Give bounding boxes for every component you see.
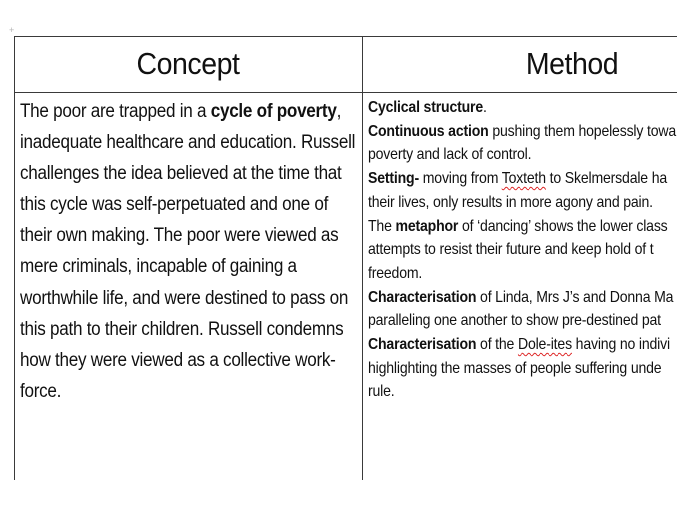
method-line [368, 309, 677, 333]
concept-line [20, 314, 344, 345]
method-line [368, 215, 677, 239]
bold-term: Characterisation [368, 288, 477, 306]
method-cell [368, 96, 677, 404]
method-line [368, 96, 677, 120]
bold-term: Setting- [368, 170, 419, 188]
text-run: challenges the idea believed at the time that [20, 163, 342, 185]
method-line [368, 191, 677, 215]
text-run: inadequate healthcare and education. Russell [20, 132, 356, 154]
concept-line [20, 376, 331, 407]
text-run: paralleling one another to show pre-destined pat [368, 312, 661, 330]
method-line [368, 357, 677, 381]
text-run: pushing them hopelessly towa [488, 122, 677, 140]
concept-line [20, 158, 342, 189]
text-run: The poor are trapped in a [20, 101, 211, 122]
method-line [368, 262, 677, 286]
spellcheck-word: Dole-ites [517, 336, 572, 354]
corner-mark: + [9, 25, 15, 35]
text-run: of ‘dancing’ shows the lower class [458, 217, 668, 235]
text-run: moving from [418, 170, 502, 188]
concept-line [20, 96, 342, 127]
text-run: mere criminals, incapable of gaining a [20, 256, 297, 278]
text-run: poverty and lack of control. [368, 146, 532, 164]
text-run: their own making. The poor were viewed as [20, 225, 339, 247]
method-line [368, 333, 677, 357]
text-run: The [368, 217, 396, 235]
method-line [368, 380, 677, 404]
concept-header: Concept [136, 46, 240, 81]
left-border [14, 36, 15, 480]
text-run: . [483, 99, 487, 116]
concept-line [20, 189, 331, 220]
column-divider [362, 36, 363, 480]
text-run: this path to their children. Russell condemns [20, 318, 344, 340]
text-run: of Linda, Mrs J’s and Donna Ma [476, 288, 674, 306]
bold-term: cycle of poverty [210, 101, 337, 122]
text-run: highlighting the masses of people suffering unde [368, 359, 662, 377]
concept-line [20, 220, 339, 251]
concept-line [20, 127, 356, 158]
header-divider [14, 92, 677, 93]
concept-line [20, 251, 331, 282]
method-line [368, 167, 677, 191]
concept-line [20, 283, 349, 314]
method-line [368, 286, 677, 310]
text-run: their lives, only results in more agony and pain. [368, 193, 653, 211]
text-run: freedom. [368, 264, 423, 282]
concept-line [20, 345, 336, 376]
text-run: how they were viewed as a collective work- [20, 349, 336, 371]
bold-term: Cyclical structure [368, 99, 484, 116]
text-run: having no indivi [571, 336, 670, 354]
concept-cell [20, 96, 356, 407]
method-line [368, 120, 677, 144]
text-run: to Skelmersdale ha [545, 170, 668, 188]
text-run: , [336, 101, 342, 122]
bottom-margin [0, 480, 677, 509]
method-line [368, 238, 677, 262]
text-run: force. [20, 380, 62, 402]
text-run: worthwhile life, and were destined to pass on [20, 287, 349, 309]
bold-term: Characterisation [368, 336, 477, 354]
bold-term: Continuous action [368, 122, 489, 140]
text-run: attempts to resist their future and keep hold of t [368, 241, 654, 259]
method-header: Method [525, 46, 619, 81]
text-run: of the [476, 336, 518, 354]
bold-term: metaphor [395, 217, 459, 235]
method-line [368, 143, 677, 167]
text-run: this cycle was self-perpetuated and one of [20, 194, 329, 216]
text-run: rule. [368, 383, 395, 401]
spellcheck-word: Toxteth [501, 170, 546, 188]
